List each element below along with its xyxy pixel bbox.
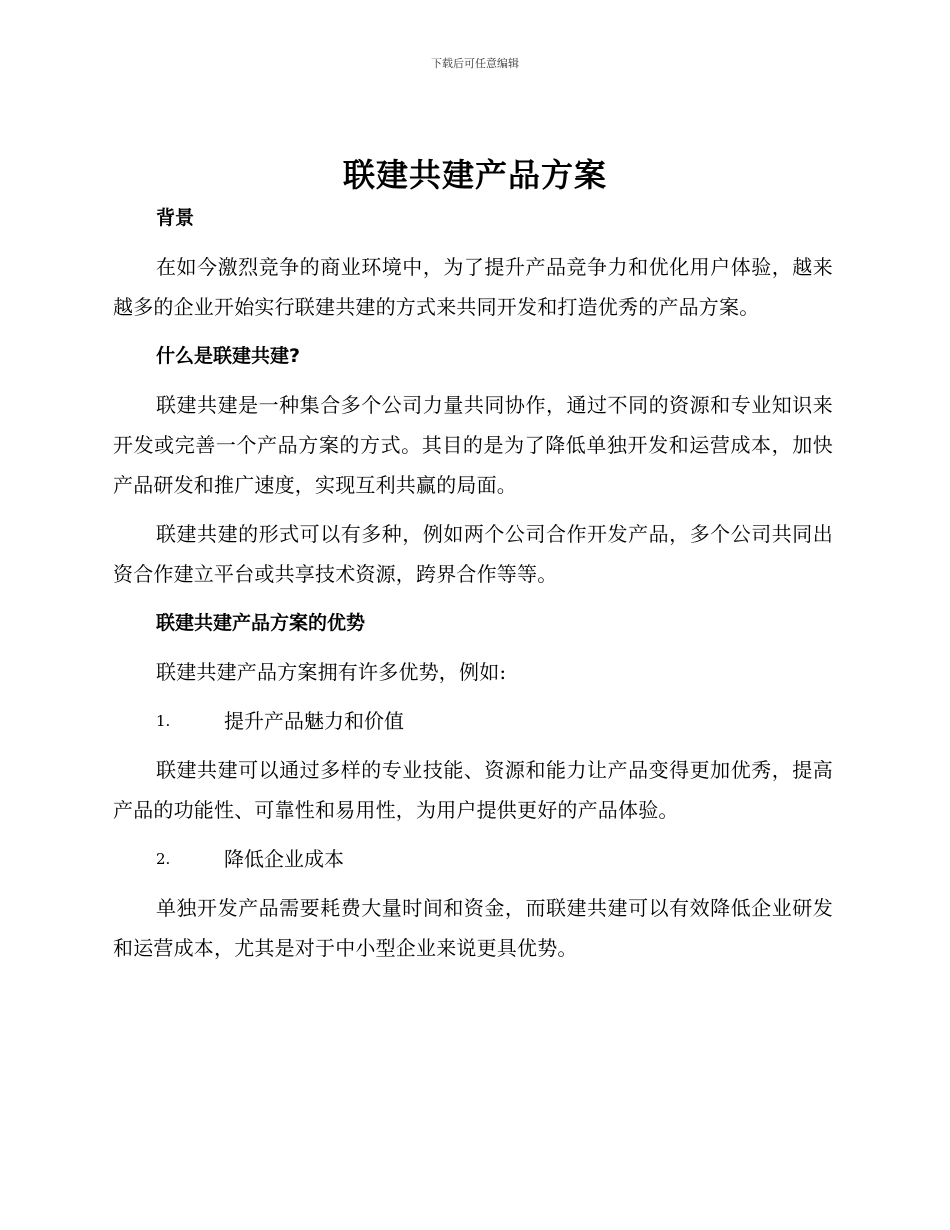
paragraph-advantages-intro: 联建共建产品方案拥有许多优势，例如: [156, 660, 507, 684]
paragraph-background: 在如今激烈竞争的商业环境中，为了提升产品竞争力和优化用户体验，越来越多的企业开始实行联建共建的方式来共同开发和打造优秀的产品方案。 [113, 255, 833, 319]
heading-advantages: 联建共建产品方案的优势 [156, 612, 366, 634]
header-note: 下载后可任意编辑 [431, 57, 519, 70]
list-item-label: 提升产品魅力和价值 [224, 709, 404, 733]
list-item-number: 1. [156, 712, 171, 730]
paragraph-what-is-1: 联建共建是一种集合多个公司力量共同协作，通过不同的资源和专业知识来开发或完善一个产品方案的方式。其目的是为了降低单独开发和运营成本，加快产品研发和推广速度，实现互利共赢的局面。 [113, 393, 833, 497]
heading-what-is: 什么是联建共建? [156, 345, 301, 367]
list-item-1 [113, 701, 833, 741]
paragraph-item-2: 单独开发产品需要耗费大量时间和资金，而联建共建可以有效降低企业研发和运营成本，尤其是对于中小型企业来说更具优势。 [113, 896, 833, 960]
document-title: 联建共建产品方案 [342, 156, 607, 194]
heading-background: 背景 [156, 207, 195, 229]
list-item-number: 2. [156, 850, 171, 868]
list-item-2 [113, 839, 833, 879]
paragraph-item-1: 联建共建可以通过多样的专业技能、资源和能力让产品变得更加优秀，提高产品的功能性、可靠性和易用性，为用户提供更好的产品体验。 [113, 758, 833, 822]
document-body [113, 198, 833, 977]
paragraph-what-is-2: 联建共建的形式可以有多种，例如两个公司合作开发产品，多个公司共同出资合作建立平台或共享技术资源，跨界合作等等。 [113, 522, 833, 586]
list-item-label: 降低企业成本 [224, 847, 344, 871]
